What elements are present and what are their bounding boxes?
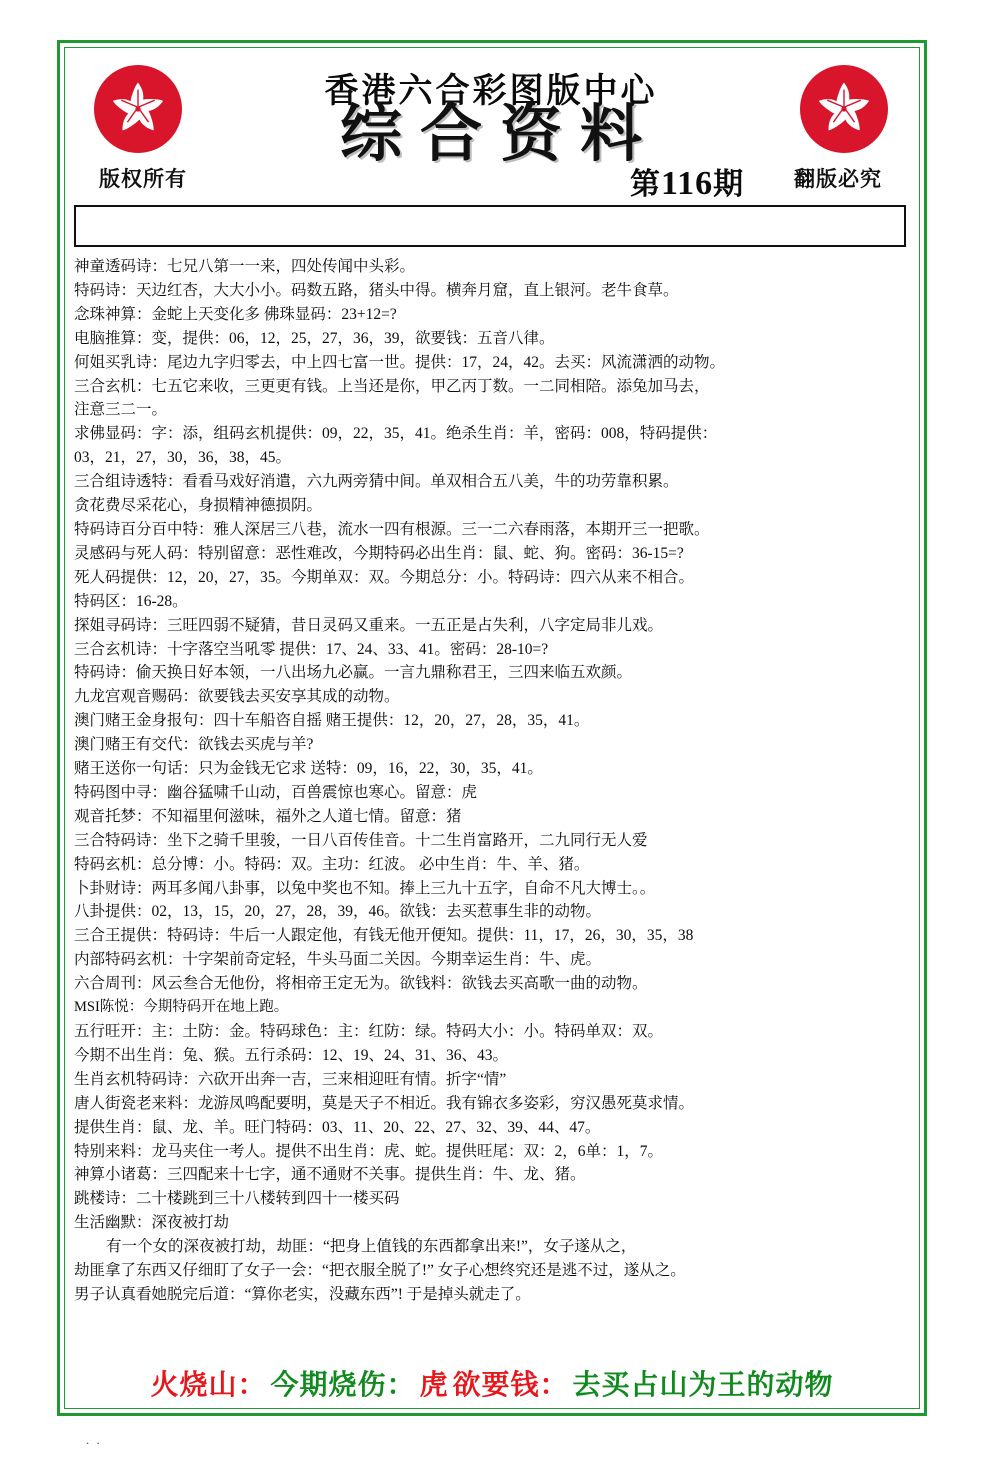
page-title: 综合资料: [339, 101, 660, 169]
content-line: 特码图中寻：幽谷猛啸千山动，百兽震惊也寒心。留意：虎: [74, 783, 478, 801]
page-corner-marks: . .: [86, 1432, 102, 1447]
content-line: 跳楼诗：二十楼跳到三十八楼转到四十一楼买码: [74, 1190, 400, 1208]
content-line: 特码诗：偷天换日好本领，一八出场九必赢。一言九鼎称君王，三四来临五欢颜。: [74, 664, 633, 682]
issue-suffix: 期: [713, 168, 745, 201]
joke-line: 劫匪拿了东西又仔细盯了女子一会：“把衣服全脱了!” 女子心想终究还是逃不过，遂从之。: [74, 1262, 686, 1280]
content-line: 灵感码与死人码：特别留意：恶性难改，今期特码必出生肖：鼠、蛇、狗。密码：36-15=?: [74, 544, 684, 562]
blank-notice-box: [74, 205, 906, 247]
content-line: 九龙宫观音赐码：欲要钱去买安享其成的动物。: [74, 688, 400, 706]
content-line: MSI陈悦：今期特码开在地上跑。: [74, 999, 289, 1016]
content-line: 探姐寻码诗：三旺四弱不疑猜，昔日灵码又重来。一五正是占失利，八字定局非儿戏。: [74, 616, 664, 634]
footer-label-2: 今期烧伤：: [270, 1370, 416, 1401]
content-line: 电脑推算：变，提供：06，12，25，27，36，39，欲要钱：五音八律。: [74, 329, 555, 347]
footer-label-5: 去买占山为王的动物: [572, 1370, 834, 1401]
content-line: 死人码提供：12，20，27，35。今期单双：双。今期总分：小。特码诗：四六从来不相合。: [74, 568, 695, 586]
content-line: 特码诗：天边红杏，大大小小。码数五路，猪头中得。横奔月窟，直上银河。老牛食草。: [74, 281, 679, 299]
footer-label-3: 虎: [419, 1370, 449, 1401]
copyright-left-label: 版权所有: [99, 167, 187, 191]
content-line: 卜卦财诗：两耳多闻八卦事，以兔中奖也不知。捧上三九十五字，自命不凡大博士。。: [74, 879, 656, 897]
content-line: 特别来料：龙马夹住一考人。提供不出生肖：虎、蛇。提供旺尾：双：2，6单：1，7。: [74, 1142, 664, 1160]
content-line: 三合王提供：特码诗：牛后一人跟定他，有钱无他开便知。提供：11，17，26，30，35，38: [74, 927, 694, 945]
content-line: 八卦提供：02，13，15，20，27，28，39，46。欲钱：去买惹事生非的动物。: [74, 903, 602, 921]
content-line: 澳门赌王有交代：欲钱去买虎与羊?: [74, 736, 314, 754]
document-header: [70, 51, 912, 202]
content-line: 三合特码诗：坐下之骑千里骏，一日八百传佳音。十二生肖富路开，二九同行无人爱: [74, 831, 648, 849]
content-line: 提供生肖：鼠、龙、羊。旺门特码：03、11、20、22、27、32、39、44、47。: [74, 1118, 601, 1136]
content-body: [74, 255, 910, 1307]
content-line: 贪花费尽采花心，身损精神德损阴。: [74, 497, 323, 515]
content-line: 求佛显码：字：添，组码玄机提供：09，22，35，41。绝杀生肖：羊，密码：008，特码提供：: [74, 425, 718, 443]
content-line: 神算小诸葛：三四配来十七字，通不通财不关事。提供生肖：牛、龙、猪。: [74, 1166, 586, 1184]
content-line: 今期不出生肖：兔、猴。五行杀码：12、19、24、31、36、43。: [74, 1046, 509, 1064]
content-line: 唐人街瓷老来料：龙游凤鸣配要明，莫是天子不相近。我有锦衣多姿彩，穷汉愚死莫求情。: [74, 1094, 695, 1112]
content-line: 特码诗百分百中特：雅人深居三八巷，流水一四有根源。三一二六春雨落，本期开三一把歌。: [74, 520, 710, 538]
content-line: 六合周刊：风云叁合无他份，将相帝王定无为。欲钱料：欲钱去买高歌一曲的动物。: [74, 975, 648, 993]
content-line: 生肖玄机特码诗：六砍开出奔一吉，三来相迎旺有情。折字“情”: [74, 1070, 507, 1088]
content-line: 观音托梦：不知福里何滋味，福外之人道七情。留意：猪: [74, 807, 462, 825]
joke-line: 男子认真看她脱完后道：“算你老实，没藏东西”! 于是掉头就走了。: [74, 1285, 531, 1303]
content-line: 赌王送你一句话：只为金钱无它求 送特：09，16，22，30，35，41。: [74, 760, 543, 778]
document-frame: [57, 40, 927, 1416]
copyright-right-label: 翻版必究: [794, 167, 882, 191]
issue-number: 116: [661, 165, 714, 202]
content-line: 澳门赌王金身报句：四十车船咨自摇 赌王提供：12，20，27，28，35，41。: [74, 712, 590, 730]
content-line: 五行旺开：主：土防：金。特码球色：主：红防：绿。特码大小：小。特码单双：双。: [74, 1023, 664, 1040]
content-line: 神童透码诗：七兄八第一一来，四处传闻中头彩。: [74, 258, 416, 275]
content-line: 内部特码玄机：十字架前奇定轻，牛头马面二关因。今期幸运生肖：牛、虎。: [74, 951, 602, 969]
content-line: 三合玄机诗：十字落空当吼零 提供：17、24、33、41。密码：28-10=?: [74, 640, 549, 658]
content-line: 特码玄机：总分博：小。特码：双。主功：红波。 必中生肖：牛、羊、猪。: [74, 855, 590, 873]
joke-line: 有一个女的深夜被打劫，劫匪：“把身上值钱的东西都拿出来!”，女子遂从之，: [106, 1238, 637, 1256]
content-line: 03，21，27，30，36，38，45。: [74, 449, 292, 467]
footer-label-4: 欲要钱：: [452, 1370, 569, 1401]
footer-banner: [74, 1363, 910, 1403]
content-line: 注意三二一。: [74, 401, 168, 419]
content-line: 生活幽默：深夜被打劫: [74, 1214, 230, 1232]
footer-label-1: 火烧山：: [150, 1370, 267, 1401]
content-line: 何姐买乳诗：尾边九字归零去，中上四七富一世。提供：17，24，42。去买：风流潇洒的动物。: [74, 353, 726, 371]
content-line: 特码区：16-28。: [74, 592, 188, 610]
site-title: 香港六合彩图版中心: [324, 73, 658, 110]
issue-prefix: 第: [630, 168, 661, 201]
content-line: 三合组诗透特：看看马戏好消遣，六九两旁猜中间。单双相合五八美，牛的功劳靠积累。: [74, 473, 679, 491]
content-line: 三合玄机：七五它来收，三更更有钱。上当还是你，甲乙丙丁数。一二同相陪。添兔加马去，: [74, 377, 710, 395]
issue-label: [630, 159, 744, 203]
content-line: 念珠神算：金蛇上天变化多 佛珠显码：23+12=?: [74, 305, 397, 323]
